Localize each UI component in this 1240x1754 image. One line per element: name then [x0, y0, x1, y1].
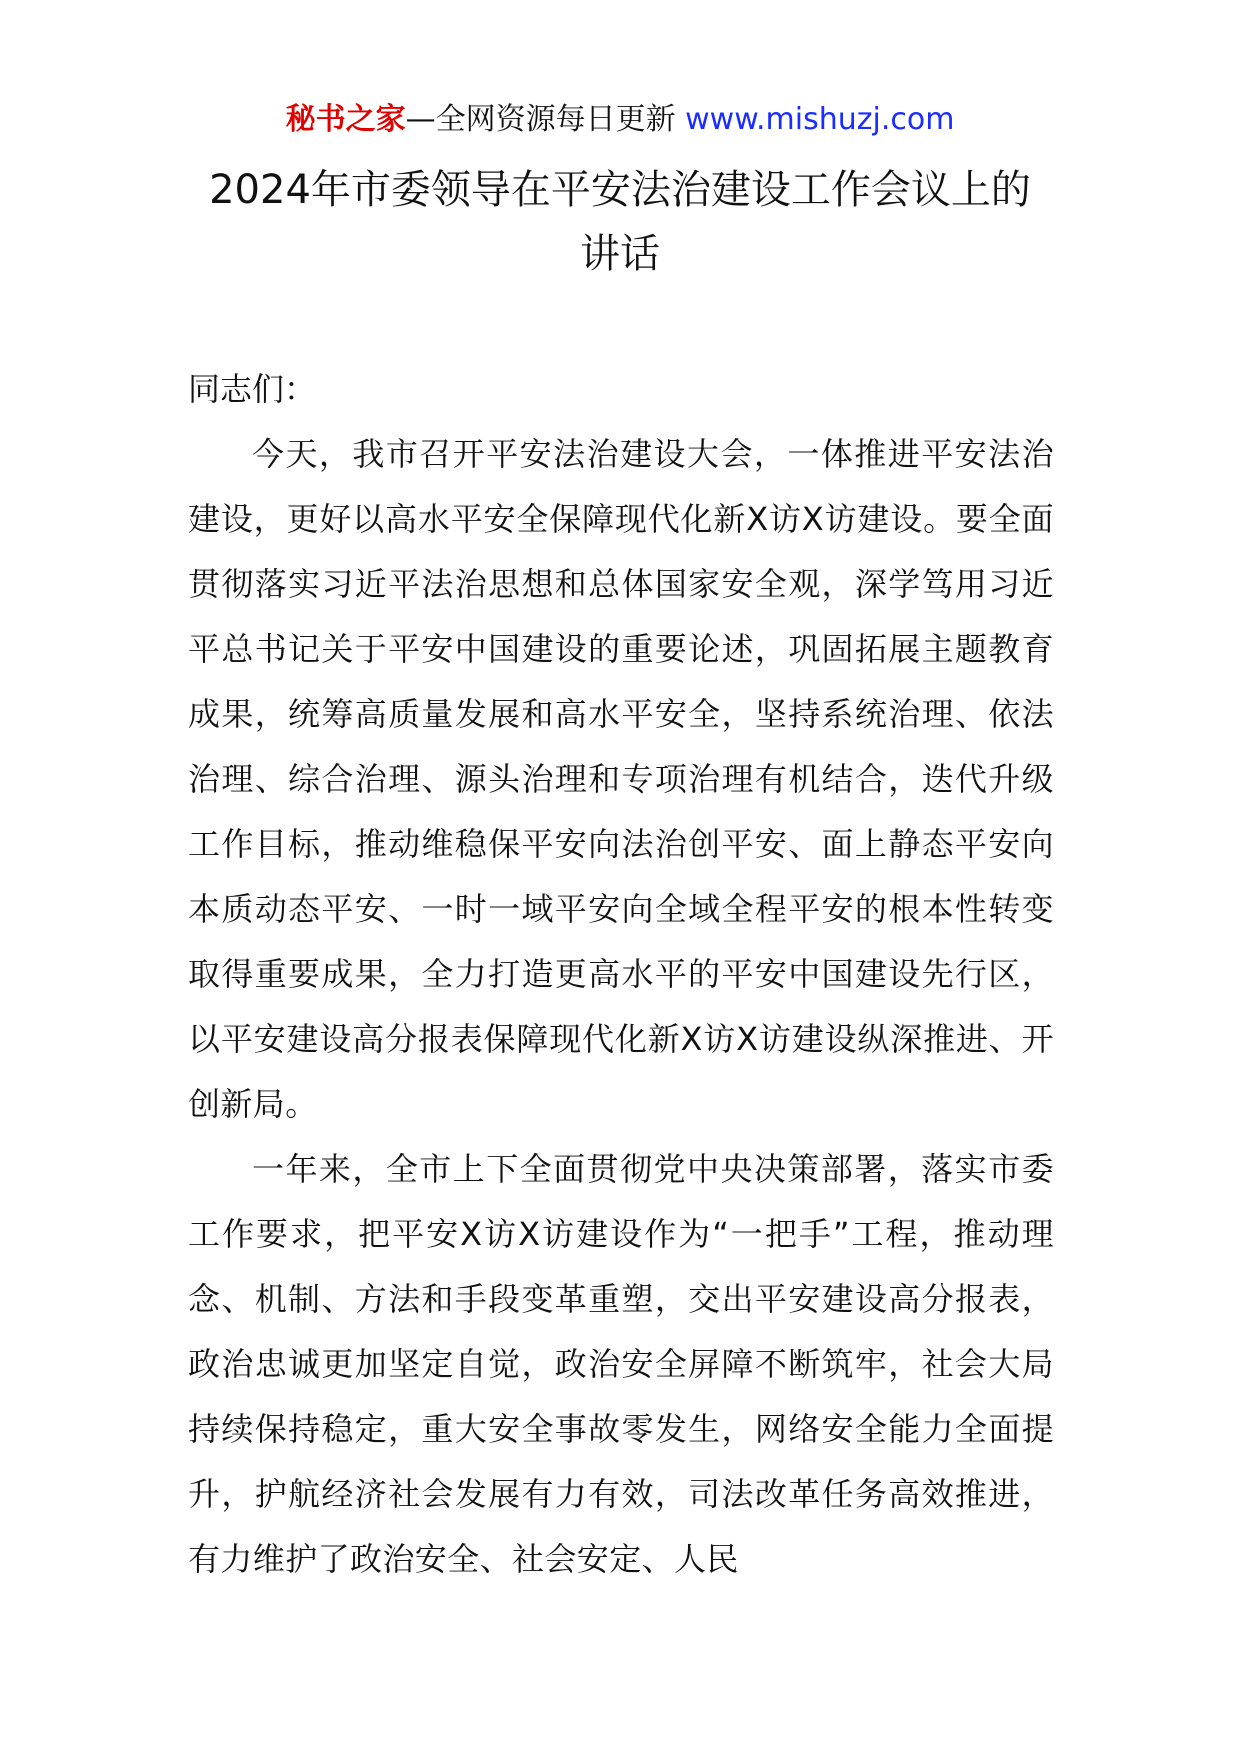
document-title-line-2: 讲话 [580, 231, 660, 277]
brand-name: 秘书之家 [285, 102, 406, 137]
body-paragraph-1: 今天，我市召开平安法治建设大会，一体推进平安法治建设，更好以高水平安全保障现代化新X访X访建设。要全面贯彻落实习近平法治思想和总体国家安全观，深学笃用习近平总书记关于平安中国建设的重要论述，巩固拓展主题教育成果，统筹高质量发展和高水平安全，坚持系统治理、依法治理、综合治理、源头治理和专项治理有机结合，迭代升级工作目标，推动维稳保平安向法治创平安、面上静态平安向本质动态平安、一时一域平安向全域全程平安的根本性转变取得重要成果，全力打造更高水平的平安中国建设先行区，以平安建设高分报表保障现代化新X访X访建设纵深推进、开创新局。 [188, 435, 1054, 1123]
document-title-line-1: 2024年市委领导在平安法治建设工作会议上的 [209, 167, 1031, 213]
body-paragraph-2: 一年来，全市上下全面贯彻党中央决策部署，落实市委工作要求，把平安X访X访建设作为“一把手”工程，推动理念、机制、方法和手段变革重塑，交出平安建设高分报表，政治忠诚更加坚定自觉，政治安全屏障不断筑牢，社会大局持续保持稳定，重大安全事故零发生，网络安全能力全面提升，护航经济社会发展有力有效，司法改革任务高效推进，有力维护了政治安全、社会安定、人民 [188, 1150, 1054, 1578]
salutation: 同志们： [188, 370, 317, 408]
document-title [160, 158, 1080, 286]
document-body [188, 357, 1054, 1592]
site-header-banner [0, 100, 1240, 140]
header-tagline: —全网资源每日更新 [405, 102, 686, 137]
site-url-link[interactable]: www.mishuzj.com [685, 102, 955, 137]
